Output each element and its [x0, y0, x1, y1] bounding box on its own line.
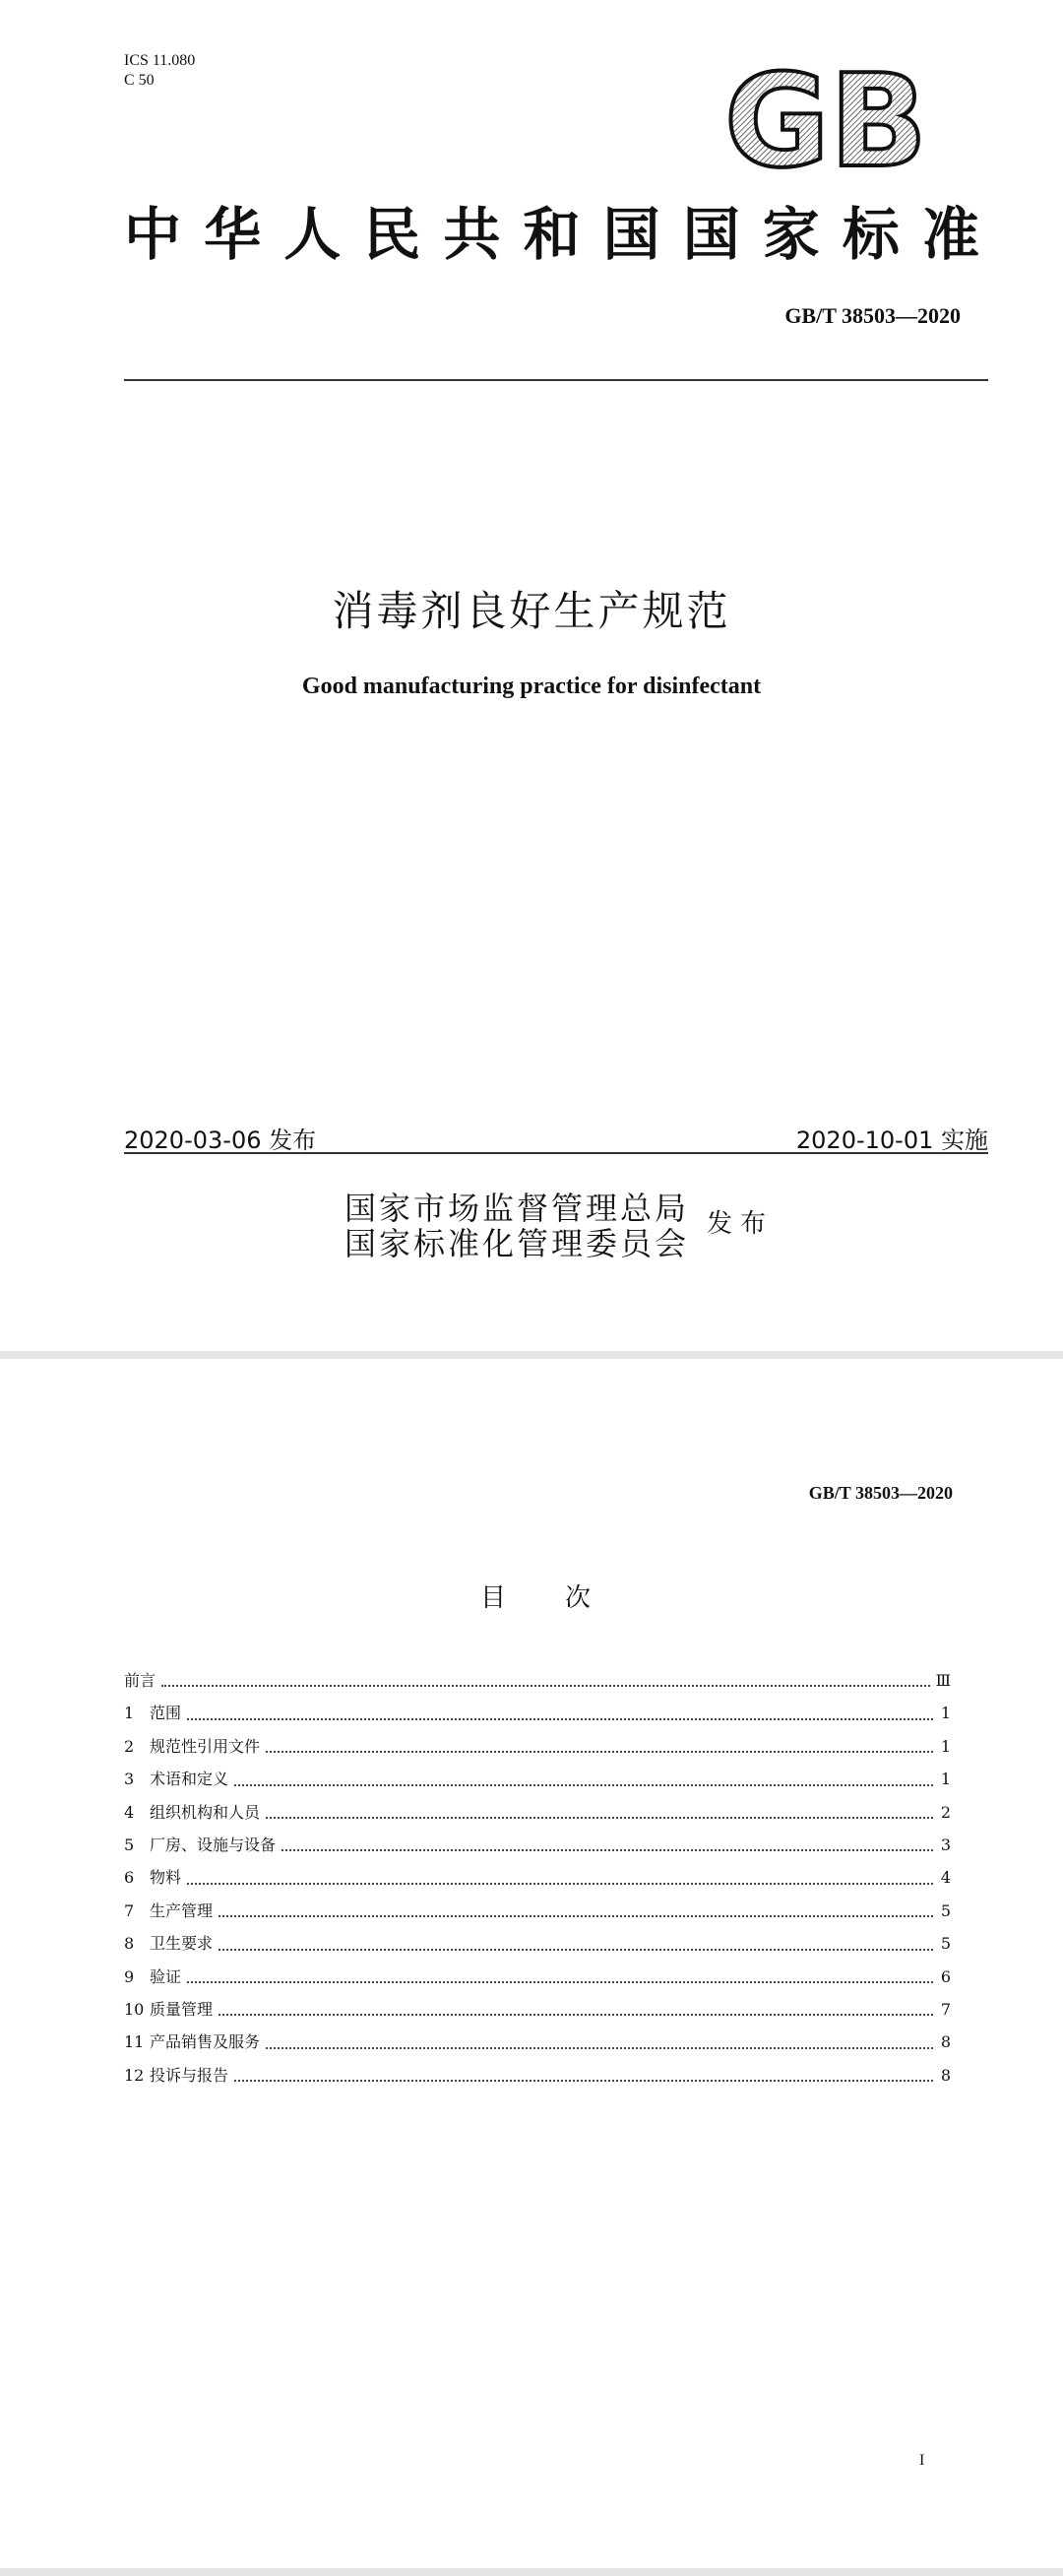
title-chinese: 消毒剂良好生产规范: [332, 587, 731, 635]
toc-dot-leader: [219, 1949, 933, 1951]
divider-bottom: [124, 1152, 988, 1154]
toc-entry-page: 2: [940, 1802, 951, 1822]
toc-entry-label: 投诉与报告: [150, 2065, 229, 2085]
header-standard-code: GB/T 38503—2020: [808, 1483, 953, 1503]
toc-entry-label: 产品销售及服务: [150, 2032, 261, 2052]
toc-entry-page: 1: [940, 1736, 951, 1756]
issue-date: 2020-03-06 发布: [124, 1127, 317, 1154]
toc-dot-leader: [187, 1883, 933, 1885]
toc-dot-leader: [187, 1981, 933, 1983]
standard-name: 中华人民共和国国家标准: [124, 201, 988, 268]
toc-entry[interactable]: [124, 1829, 951, 1861]
table-of-contents: [124, 1664, 951, 2092]
toc-entry-label: 范围: [150, 1704, 182, 1723]
toc-entry-page: 6: [940, 1966, 951, 1986]
standard-code: GB/T 38503—2020: [784, 303, 961, 328]
page-number: I: [919, 2452, 925, 2469]
toc-entry[interactable]: [124, 1796, 951, 1829]
toc-entry-number: 6: [124, 1868, 135, 1888]
toc-entry-label: 前言: [124, 1670, 156, 1690]
issuer-sac: 国家标准化管理委员会: [344, 1225, 690, 1262]
toc-entry-number: 1: [124, 1704, 135, 1723]
toc-entry[interactable]: [124, 1895, 951, 1927]
toc-entry-label: 卫生要求: [150, 1934, 214, 1954]
toc-entry[interactable]: [124, 1993, 951, 2026]
toc-dot-leader: [234, 1784, 933, 1786]
toc-dot-leader: [266, 1751, 933, 1753]
toc-dot-leader: [161, 1685, 930, 1687]
ccs-code: C 50: [124, 72, 155, 89]
divider-top: [124, 379, 988, 381]
toc-entry-page: 8: [940, 2032, 951, 2052]
toc-entry-page: 4: [940, 1868, 951, 1888]
toc-entry[interactable]: [124, 1861, 951, 1894]
toc-entry-label: 术语和定义: [150, 1770, 229, 1789]
toc-entry-label: 物料: [150, 1868, 182, 1888]
toc-entry-number: 4: [124, 1802, 135, 1822]
toc-dot-leader: [266, 2047, 933, 2049]
toc-entry[interactable]: [124, 2059, 951, 2092]
toc-entry-number: 12: [124, 2065, 145, 2085]
toc-dot-leader: [219, 1915, 933, 1917]
toc-entry[interactable]: [124, 1763, 951, 1795]
toc-entry[interactable]: [124, 1697, 951, 1729]
toc-entry[interactable]: [124, 1730, 951, 1763]
gb-logo: [724, 63, 931, 173]
gb-logo-text: GB: [724, 63, 927, 173]
toc-dot-leader: [266, 1817, 933, 1819]
toc-entry-number: 10: [124, 1999, 145, 2019]
toc-title: 目次: [480, 1583, 651, 1613]
toc-dot-leader: [219, 2014, 933, 2016]
toc-entry-label: 验证: [150, 1966, 182, 1986]
toc-dot-leader: [281, 1849, 933, 1851]
toc-entry-label: 生产管理: [150, 1900, 214, 1920]
issuer-samr: 国家市场监督管理总局: [344, 1190, 690, 1227]
toc-entry-label: 质量管理: [150, 1999, 214, 2019]
toc-entry-page: 1: [940, 1770, 951, 1789]
toc-entry-page: 3: [940, 1835, 951, 1854]
toc-entry-page: 8: [940, 2065, 951, 2085]
toc-entry-page: Ⅲ: [935, 1670, 951, 1690]
classification-codes: [124, 51, 195, 91]
toc-entry-page: 5: [940, 1934, 951, 1954]
toc-entry[interactable]: [124, 1961, 951, 1993]
toc-entry[interactable]: [124, 1927, 951, 1960]
toc-entry[interactable]: [124, 2026, 951, 2058]
toc-entry-number: 9: [124, 1966, 135, 1986]
toc-entry-number: 3: [124, 1770, 135, 1789]
toc-entry-number: 7: [124, 1900, 135, 1920]
implement-date: 2020-10-01 实施: [795, 1127, 988, 1154]
toc-entry-number: 5: [124, 1835, 135, 1854]
title-english: Good manufacturing practice for disinfectant: [301, 674, 762, 699]
toc-entry-number: 8: [124, 1934, 135, 1954]
toc-entry-page: 7: [940, 1999, 951, 2019]
publish-label: 发布: [707, 1209, 775, 1239]
toc-entry-page: 5: [940, 1900, 951, 1920]
toc-dot-leader: [234, 2080, 933, 2082]
toc-entry-label: 组织机构和人员: [150, 1802, 261, 1822]
toc-entry-number: 11: [124, 2032, 145, 2052]
toc-entry-label: 规范性引用文件: [150, 1736, 261, 1756]
toc-entry-label: 厂房、设施与设备: [150, 1835, 277, 1854]
toc-entry[interactable]: [124, 1664, 951, 1697]
toc-entry-number: 2: [124, 1736, 135, 1756]
toc-entry-page: 1: [940, 1704, 951, 1723]
toc-page: [0, 1359, 1063, 2568]
toc-dot-leader: [187, 1718, 933, 1720]
ics-code: ICS 11.080: [124, 52, 196, 69]
